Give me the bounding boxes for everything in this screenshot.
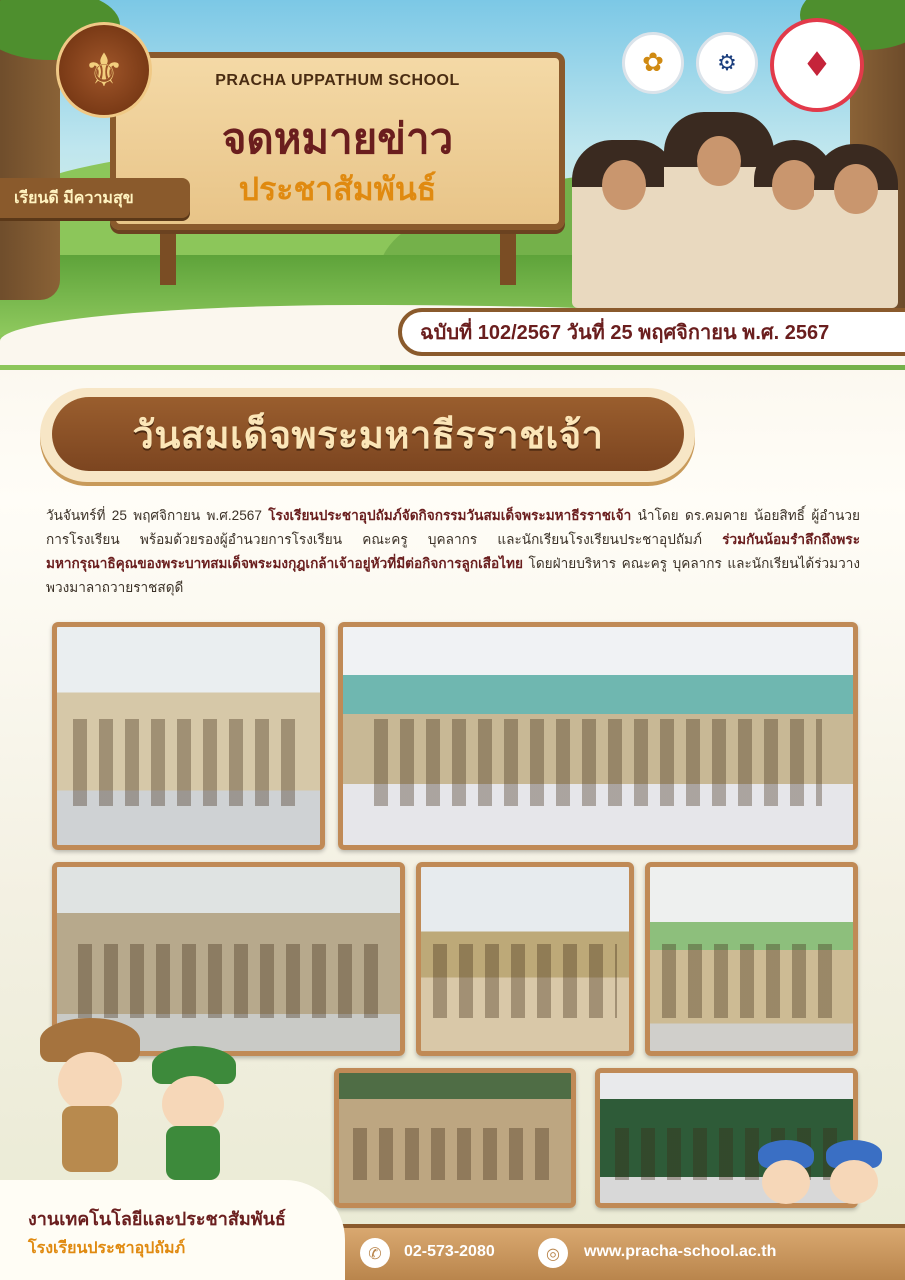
scout-girl-body: [166, 1126, 220, 1180]
issue-number: ฉบับที่ 102/2567 วันที่ 25 พฤศจิกายน พ.ศ. 2567: [398, 308, 905, 356]
phone-icon: ✆: [360, 1238, 390, 1268]
district-logo: ⚙: [696, 32, 758, 94]
sign-post-right: [500, 225, 516, 285]
body-text-bold: ร่วมกันน้อมรำลึกถึงพระมหากรุณาธิคุณของพระบาทสมเด็จพระมงกุฎเกล้าเจ้าอยู่หัวที่มีต่อกิจการลูกเสือไทย: [46, 532, 860, 571]
teacher-photo: [814, 144, 898, 308]
school-name-th: โรงเรียนประชาอุปถัมภ์: [28, 1240, 186, 1257]
event-photo-speech: [645, 862, 858, 1056]
body-text-part: วันจันทร์ที่ 25 พฤศจิกายน พ.ศ.2567: [46, 508, 269, 523]
department-name: งานเทคโนโลยีและประชาสัมพันธ์: [28, 1209, 286, 1229]
newsletter-title: จดหมายข่าว: [221, 115, 454, 162]
event-photo-wreath: [416, 862, 634, 1056]
event-photo-scouts-line: [595, 1068, 858, 1208]
globe-icon: ◎: [538, 1238, 568, 1268]
website-link[interactable]: www.pracha-school.ac.th: [584, 1243, 777, 1260]
teacher-photo: [572, 140, 676, 308]
event-photo-students-speaking: [334, 1068, 576, 1208]
cub-scout-face: [762, 1160, 810, 1204]
event-description: [46, 504, 860, 600]
scout-boy-face: [58, 1052, 122, 1112]
obec-logo: ✿: [622, 32, 684, 94]
event-photo-group: [338, 622, 858, 850]
body-text-part: นำโดย ดร.คมคาย น้อยสิทธิ์ ผู้อำนวยการโรงเรียน พร้อมด้วยรองผู้อำนวยการโรงเรียน คณะครู บุคลากร และนักเรียนโรงเรียนประชาอุปถัมภ์: [46, 508, 860, 547]
school-name-en: PRACHA UPPATHUM SCHOOL: [215, 72, 460, 89]
sign-post-left: [160, 225, 176, 285]
scout-boy-body: [62, 1106, 118, 1172]
phone-number[interactable]: 02-573-2080: [404, 1243, 495, 1260]
body-text-part: โดยฝ่ายบริหาร คณะครู บุคลากร และนักเรียนได้ร่วมวางพวงมาลาถวายราชสดุดี: [46, 556, 860, 595]
cub-scout-face: [830, 1160, 878, 1204]
pracha-uppathum-school-logo: ♦: [770, 18, 864, 112]
scout-fleur-de-lis-icon: ⚜: [56, 22, 152, 118]
newsletter-subtitle: ประชาสัมพันธ์: [238, 171, 437, 207]
event-photo-salute: [52, 622, 325, 850]
slogan-ribbon: เรียนดี มีความสุข: [0, 178, 190, 218]
body-text-bold: โรงเรียนประชาอุปถัมภ์จัดกิจกรรมวันสมเด็จพระมหาธีรราชเจ้า: [268, 508, 632, 523]
scout-girl-face: [162, 1076, 224, 1132]
event-title: วันสมเด็จพระมหาธีรราชเจ้า: [52, 397, 684, 471]
